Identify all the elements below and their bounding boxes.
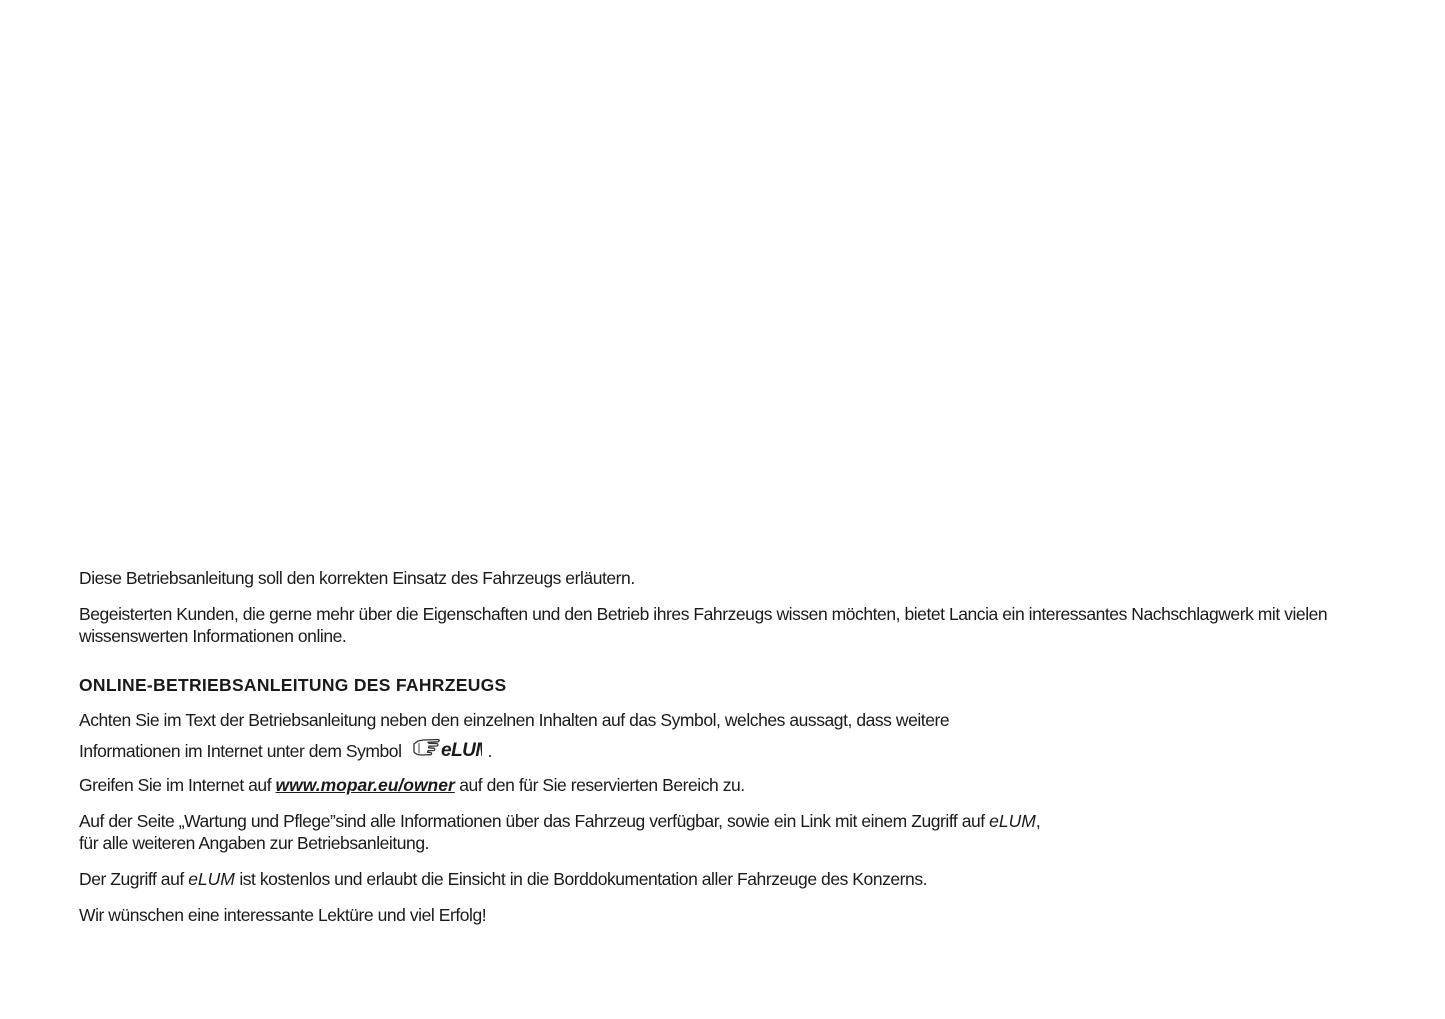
intro-paragraph-1: Diese Betriebsanleitung soll den korrekten Einsatz des Fahrzeugs erläutern.	[79, 568, 635, 588]
mopar-owner-link[interactable]: www.mopar.eu/owner	[275, 775, 455, 795]
section-paragraph-4	[79, 868, 1369, 890]
paragraph-3-comma: ,	[1035, 811, 1041, 831]
paragraph-2-after-link: auf den für Sie reservierten Bereich zu.	[459, 775, 745, 795]
paragraph-4-after: ist kostenlos und erlaubt die Einsicht in die Borddokumentation aller Fahrzeuge des Konzerns.	[239, 869, 928, 889]
paragraph-2-before-link: Greifen Sie im Internet auf	[79, 775, 272, 795]
section-paragraph-2	[79, 774, 1369, 796]
pointing-hand-elum-icon	[412, 734, 482, 767]
section-paragraph-1-line-1: Achten Sie im Text der Betriebsanleitung neben den einzelnen Inhalten auf das Symbol, welches aussagt, dass weitere	[79, 710, 950, 730]
elum-symbol-text: eLU	[440, 740, 475, 760]
intro-paragraph-2-line-2: wissenswerten Informationen online.	[79, 626, 347, 646]
symbol-line-period: .	[487, 741, 492, 761]
symbol-line-text: Informationen im Internet unter dem Symbol	[79, 741, 402, 761]
intro-paragraph-2-line-1: Begeisterten Kunden, die gerne mehr über die Eigenschaften und den Betrieb ihres Fahrzeugs wissen möchten, bietet Lancia ein interessantes Nachschlagwerk mit vielen	[79, 604, 1328, 624]
paragraph-3-line-1: Auf der Seite „Wartung und Pflege”sind alle Informationen über das Fahrzeug verfügbar, sowie ein Link mit einem Zugriff auf	[79, 811, 985, 831]
section-paragraph-3	[79, 810, 1369, 854]
section-paragraph-1	[79, 709, 1369, 760]
section-heading: ONLINE-BETRIEBSANLEITUNG DES FAHRZEUGS	[79, 675, 507, 695]
manual-intro-text	[79, 567, 1369, 926]
elum-term: eLUM	[989, 811, 1036, 831]
section-paragraph-1-line-2	[79, 734, 1369, 760]
elum-term: eLUM	[188, 869, 235, 889]
intro-paragraph-2	[79, 603, 1369, 647]
paragraph-3-line-2: für alle weiteren Angaben zur Betriebsanleitung.	[79, 833, 430, 853]
section-paragraph-5: Wir wünschen eine interessante Lektüre und viel Erfolg!	[79, 905, 487, 925]
paragraph-4-before: Der Zugriff auf	[79, 869, 184, 889]
